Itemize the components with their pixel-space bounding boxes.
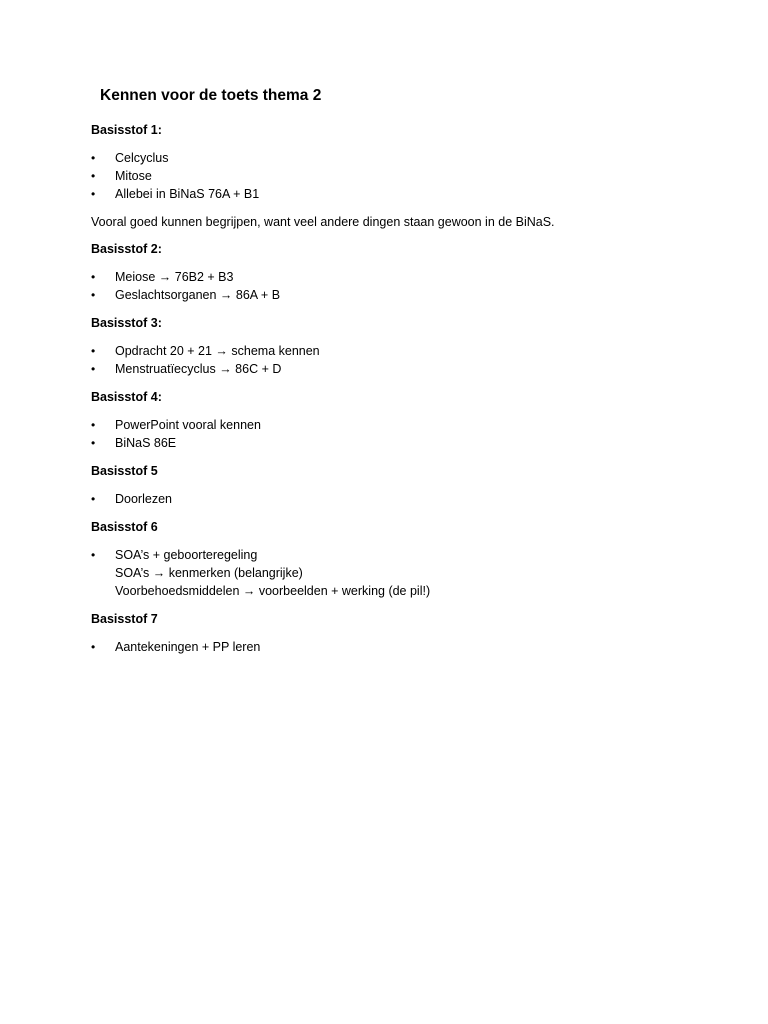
section-heading: Basisstof 5 <box>91 464 158 478</box>
bullet-icon: • <box>91 187 96 201</box>
list-item <box>91 546 711 600</box>
section-heading: Basisstof 3: <box>91 316 162 330</box>
list-item-text: SOA’s + geboorteregeling <box>115 548 258 562</box>
section-heading: Basisstof 1: <box>91 123 162 137</box>
bullet-icon: • <box>91 640 96 654</box>
section-basisstof-3 <box>91 315 711 378</box>
document-title: Kennen voor de toets thema 2 <box>100 87 322 104</box>
bullet-list <box>91 149 711 203</box>
bullet-list <box>91 268 711 304</box>
section-heading: Basisstof 2: <box>91 242 162 256</box>
list-item-subline: SOA’s → kenmerken (belangrijke) <box>115 566 303 580</box>
section-basisstof-5 <box>91 463 711 508</box>
bullet-icon: • <box>91 344 96 358</box>
bullet-icon: • <box>91 288 96 302</box>
section-heading: Basisstof 4: <box>91 390 162 404</box>
section-note: Vooral goed kunnen begrijpen, want veel andere dingen staan gewoon in de BiNaS. <box>91 215 555 229</box>
section-basisstof-6 <box>91 519 711 600</box>
list-item: • Aantekeningen + PP leren <box>91 640 261 654</box>
bullet-icon: • <box>91 169 96 183</box>
bullet-icon: • <box>91 151 96 165</box>
bullet-list <box>91 638 711 656</box>
section-basisstof-1 <box>91 122 711 230</box>
bullet-list <box>91 546 711 600</box>
section-heading: Basisstof 7 <box>91 612 158 626</box>
section-heading: Basisstof 6 <box>91 520 158 534</box>
list-item: • Geslachtsorganen → 86A + B <box>91 288 281 302</box>
bullet-icon: • <box>91 492 96 506</box>
list-item: • Celcyclus <box>91 151 169 165</box>
list-item: • Mitose <box>91 169 152 183</box>
bullet-icon: • <box>91 436 96 450</box>
bullet-list <box>91 416 711 452</box>
section-basisstof-7 <box>91 611 711 656</box>
list-item: • Doorlezen <box>91 492 172 506</box>
list-item: • Opdracht 20 + 21 → schema kennen <box>91 344 320 358</box>
bullet-icon: • <box>91 548 96 562</box>
bullet-icon: • <box>91 418 96 432</box>
bullet-list <box>91 490 711 508</box>
bullet-icon: • <box>91 362 96 376</box>
list-item: • Meiose → 76B2 + B3 <box>91 270 234 284</box>
list-item: • BiNaS 86E <box>91 436 177 450</box>
section-basisstof-4 <box>91 389 711 452</box>
document-page <box>91 86 711 667</box>
list-item: • Menstruatïecyclus → 86C + D <box>91 362 282 376</box>
list-item-subline: Voorbehoedsmiddelen → voorbeelden + werking (de pil!) <box>115 584 431 598</box>
bullet-icon: • <box>91 270 96 284</box>
list-item: • PowerPoint vooral kennen <box>91 418 261 432</box>
bullet-list <box>91 342 711 378</box>
list-item: • Allebei in BiNaS 76A + B1 <box>91 187 260 201</box>
section-basisstof-2 <box>91 241 711 304</box>
